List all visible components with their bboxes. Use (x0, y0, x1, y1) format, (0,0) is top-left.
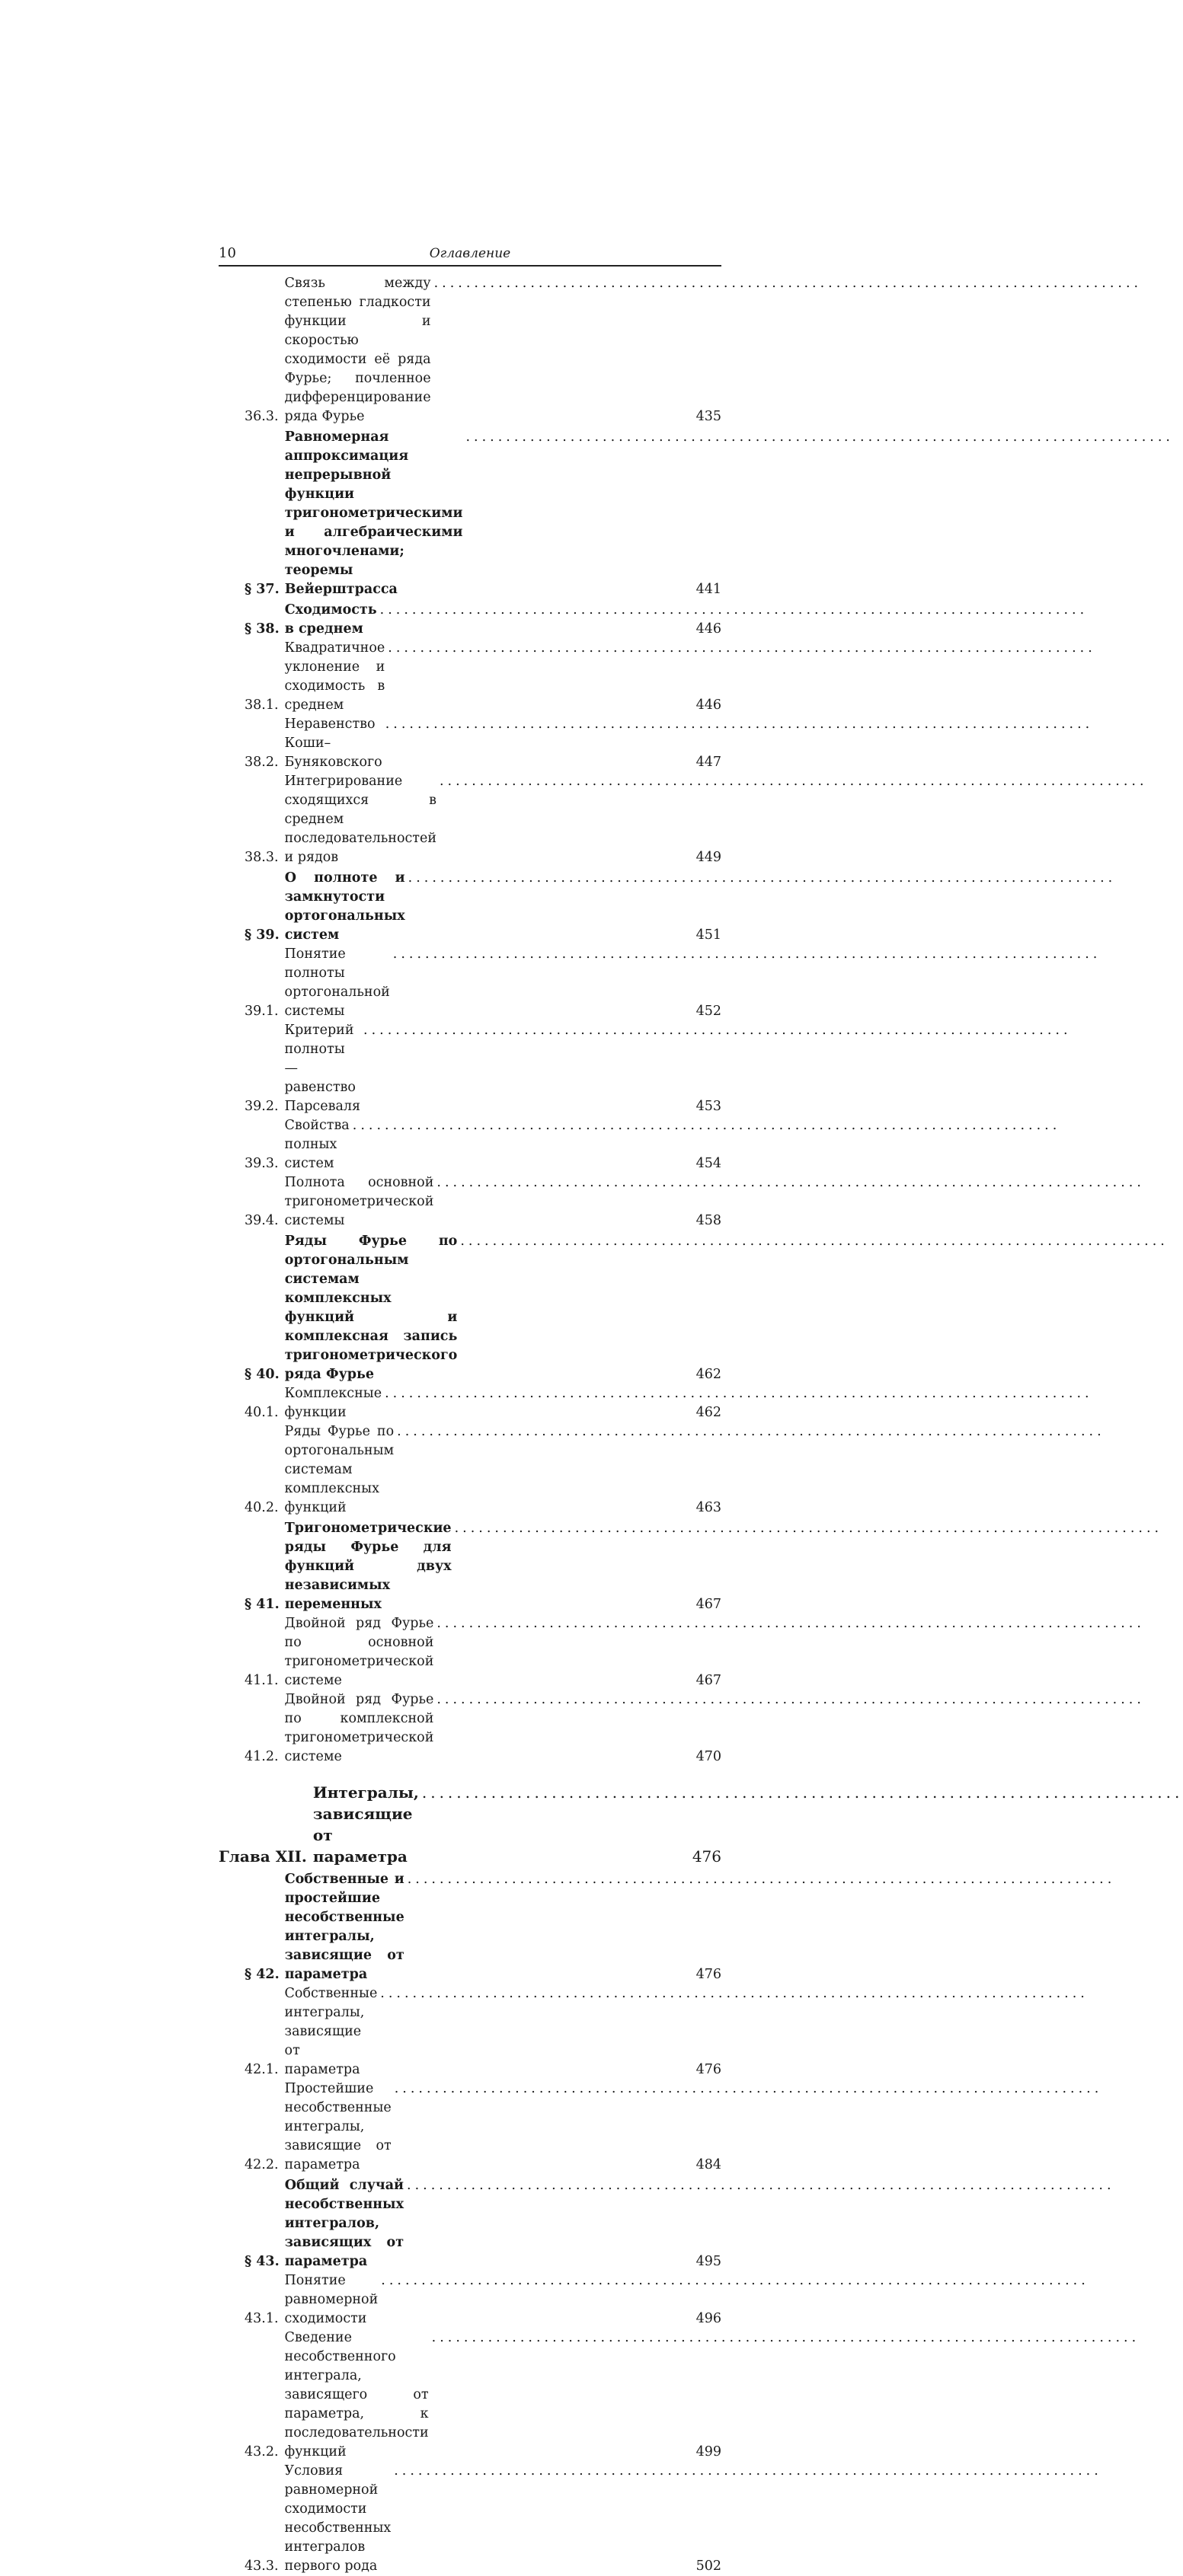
toc-subsection[interactable] (219, 2080, 1103, 2175)
toc-entry-number: 38.2. (245, 755, 279, 770)
toc-entry-number: § 38. (245, 621, 280, 637)
dot-leader: ........................................................................................ (407, 2178, 1115, 2193)
toc-page-number: 467 (695, 1673, 721, 1688)
toc-page-number: 502 (695, 2558, 721, 2574)
dot-leader: ........................................................................................ (380, 1986, 1089, 2001)
toc-page-number: 476 (692, 1847, 721, 1866)
toc-entry-title: Ряды Фурье по ортогональным системам комплексных функций (284, 1424, 395, 1515)
toc-section[interactable] (219, 869, 1117, 945)
toc-page-number: 441 (695, 582, 721, 597)
toc-entry-number: 36.3. (245, 409, 279, 424)
toc-page-number: 447 (695, 755, 721, 770)
toc-entry-title: Простейшие несобственные интегралы, зависящие от параметра (284, 2081, 392, 2172)
table-of-contents (219, 274, 1183, 2576)
toc-page-number: 453 (695, 1099, 721, 1114)
toc-subsection[interactable] (219, 1984, 1089, 2080)
toc-subsection[interactable] (219, 1021, 1072, 1116)
toc-entry-number: 41.2. (245, 1749, 279, 1764)
toc-page-number: 446 (695, 621, 721, 637)
toc-subsection[interactable] (219, 1173, 1145, 1231)
toc-entry-number: 43.3. (245, 2558, 279, 2574)
toc-section[interactable] (219, 2176, 1115, 2271)
toc-page-number: 470 (695, 1749, 721, 1764)
toc-subsection[interactable] (219, 945, 1101, 1021)
toc-subsection[interactable] (219, 1422, 1105, 1518)
page-number: 10 (219, 245, 236, 261)
dot-leader: ........................................................................................ (397, 1424, 1105, 1439)
toc-subsection[interactable] (219, 1116, 1061, 1173)
running-header (219, 245, 721, 267)
toc-entry-title: Собственные и простейшие несобственные интегралы, зависящие от параметра (284, 1872, 404, 1982)
toc-subsection[interactable] (219, 1614, 1145, 1690)
toc-page-number: 499 (695, 2444, 721, 2459)
dot-leader: ........................................................................................ (408, 870, 1117, 886)
toc-entry-number: § 39. (245, 927, 280, 943)
dot-leader: ........................................................................................ (379, 602, 1089, 618)
dot-leader: ........................................................................................ (460, 1234, 1169, 1249)
toc-entry-number: Глава XII. (219, 1847, 307, 1866)
toc-page-number: 435 (695, 409, 721, 424)
toc-entry-title: Связь между степенью гладкости функции и скоростью сходимости её ряда Фурье; почленное дифференцирование ряда Фурье (284, 276, 431, 424)
toc-entry-title: Квадратичное уклонение и сходимость в среднем (284, 640, 385, 713)
toc-entry-number: § 37. (245, 582, 280, 597)
toc-entry-title: Условия равномерной сходимости несобственных интегралов первого рода (284, 2463, 392, 2574)
dot-leader: ........................................................................................ (394, 2463, 1102, 2479)
toc-entry-title: Полнота основной тригонометрической системы (284, 1175, 434, 1228)
toc-chapter[interactable] (219, 1782, 1183, 1867)
dot-leader: ........................................................................................ (388, 640, 1096, 656)
toc-entry-title: Интегралы, зависящие от параметра (312, 1783, 419, 1866)
toc-entry-number: 43.1. (245, 2311, 279, 2326)
toc-entry-number: 39.3. (245, 1156, 279, 1171)
toc-page-number: 462 (695, 1405, 721, 1420)
toc-entry-title: Понятие равномерной сходимости (284, 2273, 379, 2326)
toc-subsection[interactable] (219, 772, 1148, 867)
toc-entry-number: 39.1. (245, 1004, 279, 1019)
toc-page (219, 245, 1183, 2576)
dot-leader: ........................................................................................ (433, 276, 1143, 291)
toc-entry-title: Тригонометрические ряды Фурье для функций двух независимых переменных (284, 1521, 452, 1612)
toc-page-number: 454 (695, 1156, 721, 1171)
toc-entry-title: Понятие полноты ортогональной системы (284, 946, 390, 1019)
toc-entry-title: Сходимость в среднем (284, 602, 377, 637)
dot-leader: ........................................................................................ (421, 1783, 1183, 1802)
toc-entry-number: 42.1. (245, 2062, 279, 2077)
toc-entry-title: Сведение несобственного интеграла, зависящего от параметра, к последовательности функций (284, 2330, 429, 2459)
toc-entry-title: Свойства полных систем (284, 1118, 350, 1171)
toc-entry-number: § 42. (245, 1967, 280, 1982)
toc-page-number: 496 (695, 2311, 721, 2326)
toc-page-number: 484 (695, 2157, 721, 2172)
toc-page-number: 451 (695, 927, 721, 943)
toc-subsection[interactable] (219, 1690, 1145, 1767)
dot-leader: ........................................................................................ (439, 774, 1148, 789)
toc-entry-number: § 43. (245, 2254, 280, 2269)
dot-leader: ........................................................................................ (465, 429, 1174, 445)
toc-page-number: 476 (695, 1967, 721, 1982)
dot-leader: ........................................................................................ (394, 2081, 1103, 2096)
toc-subsection[interactable] (219, 639, 1096, 715)
dot-leader: ........................................................................................ (431, 2330, 1140, 2345)
toc-entry-title: Критерий полноты — равенство Парсеваля (284, 1023, 361, 1114)
running-title: Оглавление (429, 246, 511, 261)
toc-subsection[interactable] (219, 274, 1143, 426)
toc-page-number: 495 (695, 2254, 721, 2269)
toc-entry-title: Интегрирование сходящихся в среднем последовательностей и рядов (284, 774, 436, 865)
dot-leader: ........................................................................................ (352, 1118, 1061, 1133)
toc-entry-number: 39.2. (245, 1099, 279, 1114)
toc-entry-number: 43.2. (245, 2444, 279, 2459)
toc-section[interactable] (219, 1870, 1116, 1984)
toc-entry-title: Двойной ряд Фурье по основной тригонометрической системе (284, 1616, 434, 1688)
toc-subsection[interactable] (219, 715, 1094, 772)
toc-page-number: 476 (695, 2062, 721, 2077)
toc-page-number: 462 (695, 1367, 721, 1382)
toc-entry-title: О полноте и замкнутости ортогональных систем (284, 870, 405, 943)
toc-subsection[interactable] (219, 2271, 1089, 2329)
toc-page-number: 458 (695, 1213, 721, 1228)
dot-leader: ........................................................................................ (385, 1386, 1093, 1401)
toc-subsection[interactable] (219, 2462, 1102, 2576)
dot-leader: ........................................................................................ (436, 1692, 1145, 1707)
toc-entry-title: Неравенство Коши–Буняковского (284, 717, 382, 770)
toc-section[interactable] (219, 428, 1174, 599)
toc-entry-number: 38.1. (245, 697, 279, 713)
dot-leader: ........................................................................................ (407, 1872, 1116, 1887)
toc-entry-title: Равномерная аппроксимация непрерывной функции тригонометрическими и алгебраическими многочленами; теоремы Вейерштрасса (284, 429, 463, 597)
toc-entry-number: 39.4. (245, 1213, 279, 1228)
dot-leader: ........................................................................................ (385, 717, 1094, 732)
toc-section[interactable] (219, 1232, 1169, 1384)
toc-page-number: 446 (695, 697, 721, 713)
toc-page-number: 452 (695, 1004, 721, 1019)
dot-leader: ........................................................................................ (436, 1175, 1145, 1190)
toc-entry-number: § 41. (245, 1597, 280, 1612)
toc-entry-number: 40.1. (245, 1405, 279, 1420)
toc-subsection[interactable] (219, 1384, 1093, 1422)
toc-section[interactable] (219, 1519, 1163, 1614)
toc-entry-number: 42.2. (245, 2157, 279, 2172)
toc-page-number: 463 (695, 1500, 721, 1515)
dot-leader: ........................................................................................ (363, 1023, 1072, 1038)
toc-page-number: 449 (695, 850, 721, 865)
dot-leader: ........................................................................................ (392, 946, 1101, 962)
toc-subsection[interactable] (219, 2329, 1140, 2462)
toc-entry-title: Общий случай несобственных интегралов, зависящих от параметра (284, 2178, 404, 2269)
toc-entry-number: § 40. (245, 1367, 280, 1382)
toc-entry-title: Ряды Фурье по ортогональным системам комплексных функций и комплексная запись тригонометрического ряда Фурье (284, 1234, 458, 1382)
dot-leader: ........................................................................................ (454, 1521, 1163, 1536)
toc-page-number: 467 (695, 1597, 721, 1612)
dot-leader: ........................................................................................ (381, 2273, 1089, 2288)
toc-section[interactable] (219, 601, 1089, 639)
toc-entry-number: 40.2. (245, 1500, 279, 1515)
toc-entry-title: Комплексные функции (284, 1386, 382, 1420)
toc-entry-title: Двойной ряд Фурье по комплексной тригонометрической системе (284, 1692, 434, 1764)
toc-entry-number: 38.3. (245, 850, 279, 865)
dot-leader: ........................................................................................ (436, 1616, 1145, 1631)
toc-entry-number: 41.1. (245, 1673, 279, 1688)
toc-entry-title: Собственные интегралы, зависящие от параметра (284, 1986, 378, 2077)
